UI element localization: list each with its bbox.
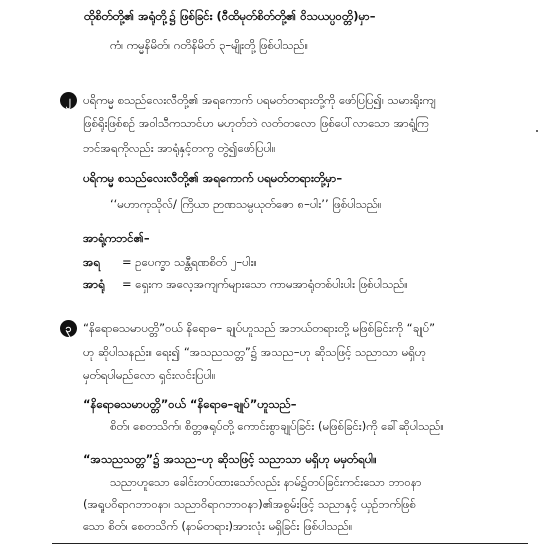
text-line-6: ပရိကမ္မ စသည်လေးလီတို့၏ အရကောက် ပရမတ်တရားတို့မှာ– [83, 171, 343, 185]
text-line-19: သော စိတ်၊ စေတသိက် (နာမ်တရား)အားလုံး မရှိခြင်း ဖြစ်ပါသည်။ [83, 519, 353, 533]
text-line-8: အာရုံ့ကဘင်၏– [83, 231, 150, 245]
text-line-16: “အသညသတ္တ”၌ အသည–ဟု ဆိုသဖြင့် သညာသာ မရှိဟု မမှတ်ရပါ။ [83, 452, 377, 466]
text-line-14: “နိရောဓသမာပတ္တိ”ဝယ် “နိရောဓ–ချုပ်”ဟူသည်– [83, 397, 297, 411]
text-line-10-value: = ရှေးက အလေ့အကျက်များသော ကာမအာရုံတစ်ပါးပါး ဖြစ်ပါသည်။ [122, 277, 408, 291]
text-line-9-label: အရ [83, 255, 101, 269]
text-line-4: ဖြစ်ရိုးဖြစ်စဉ် အဝါသီကသာင်ဟ မဟုတ်ဘဲ လတ်တလော ဖြစ်ပေါ်လာသော အာရုံ့ကြ [83, 116, 429, 130]
text-line-13: မှတ်ရပါမည်လော ရှင်းလင်းပြပါ။ [83, 368, 216, 382]
text-line-10-label: အာရုံ [83, 277, 105, 291]
text-line-15: စိတ်၊ စေတသိက်၊ စိတ္တဇရုပ်တို့ ကောင်းစွာချုပ်ခြင်း (မဖြစ်ခြင်း)ကို ခေါ်ဆိုပါသည်။ [110, 419, 444, 433]
bottom-rule [52, 543, 528, 544]
text-line-12: ဟု ဆိုပါသနည်း။ ရေး၍ “အသညသတ္တ”၌ အသည–ဟု ဆိုသဖြင့် သညာသာ မရှိဟု [83, 345, 427, 359]
question-number-2: ၂ [60, 92, 77, 109]
text-line-9-value: = ဥပေက္ခာ သန္တီရဏစိတ် ၂–ပါး။ [122, 255, 258, 269]
text-line-18: (အရူပဝိရာဂဘာဝနာ၊ သညာဝိရာဂဘာဝနာ)၏အစွမ်းဖြင့် သညာနှင့် ယှဉ်ဘက်ဖြစ် [83, 497, 416, 511]
question-number-3: ၃ [60, 320, 77, 337]
text-line-3: ပရိကမ္မ စသည်လေးလီတို့၏ အရကောက် ပရမတ်တရားတို့ကို ဖော်ပြပြ၍၊ သမားရိုးကျ [83, 93, 436, 107]
text-line-1: ထိုစိတ်တို့၏ အရုံတို့၌ ဖြစ်ခြင်း (ဝီထိမုတ်စိတ်တို့၏ ဝိသယပ္ပဝတ္တိ)မှာ– [84, 9, 376, 23]
text-line-7: ‘‘မဟာကုသိုလ်/ ကြိယာ ဉာဏသမ္ပယုတ်ဇော ၈–ပါး’’ ဖြစ်ပါသည်။ [110, 197, 382, 211]
speck-mark [536, 130, 538, 132]
text-line-17: သညာဟူသော ခေါင်းတပ်ထားသော်လည်း နာမ်၌တပ်ခြင်းကင်းသော ဘာဝနာ [110, 475, 422, 489]
text-line-11: “နိရောဓသမာပတ္တိ”ဝယ် နိရောဓ– ချုပ်ဟူသည် အဘယ်တရားတို့ မဖြစ်ခြင်းကို “ချုပ်” [83, 321, 436, 335]
text-line-5: ဘင်အရကိုလည်း အာရုံနှင့်တကွ တွဲ၍ဖော်ပြပါ။ [83, 141, 276, 155]
text-line-2: ကံ၊ ကမ္မနိမိတ်၊ ဂတိနိမိတ် ၃–မျိုးတို့ ဖြစ်ပါသည်။ [110, 38, 309, 52]
